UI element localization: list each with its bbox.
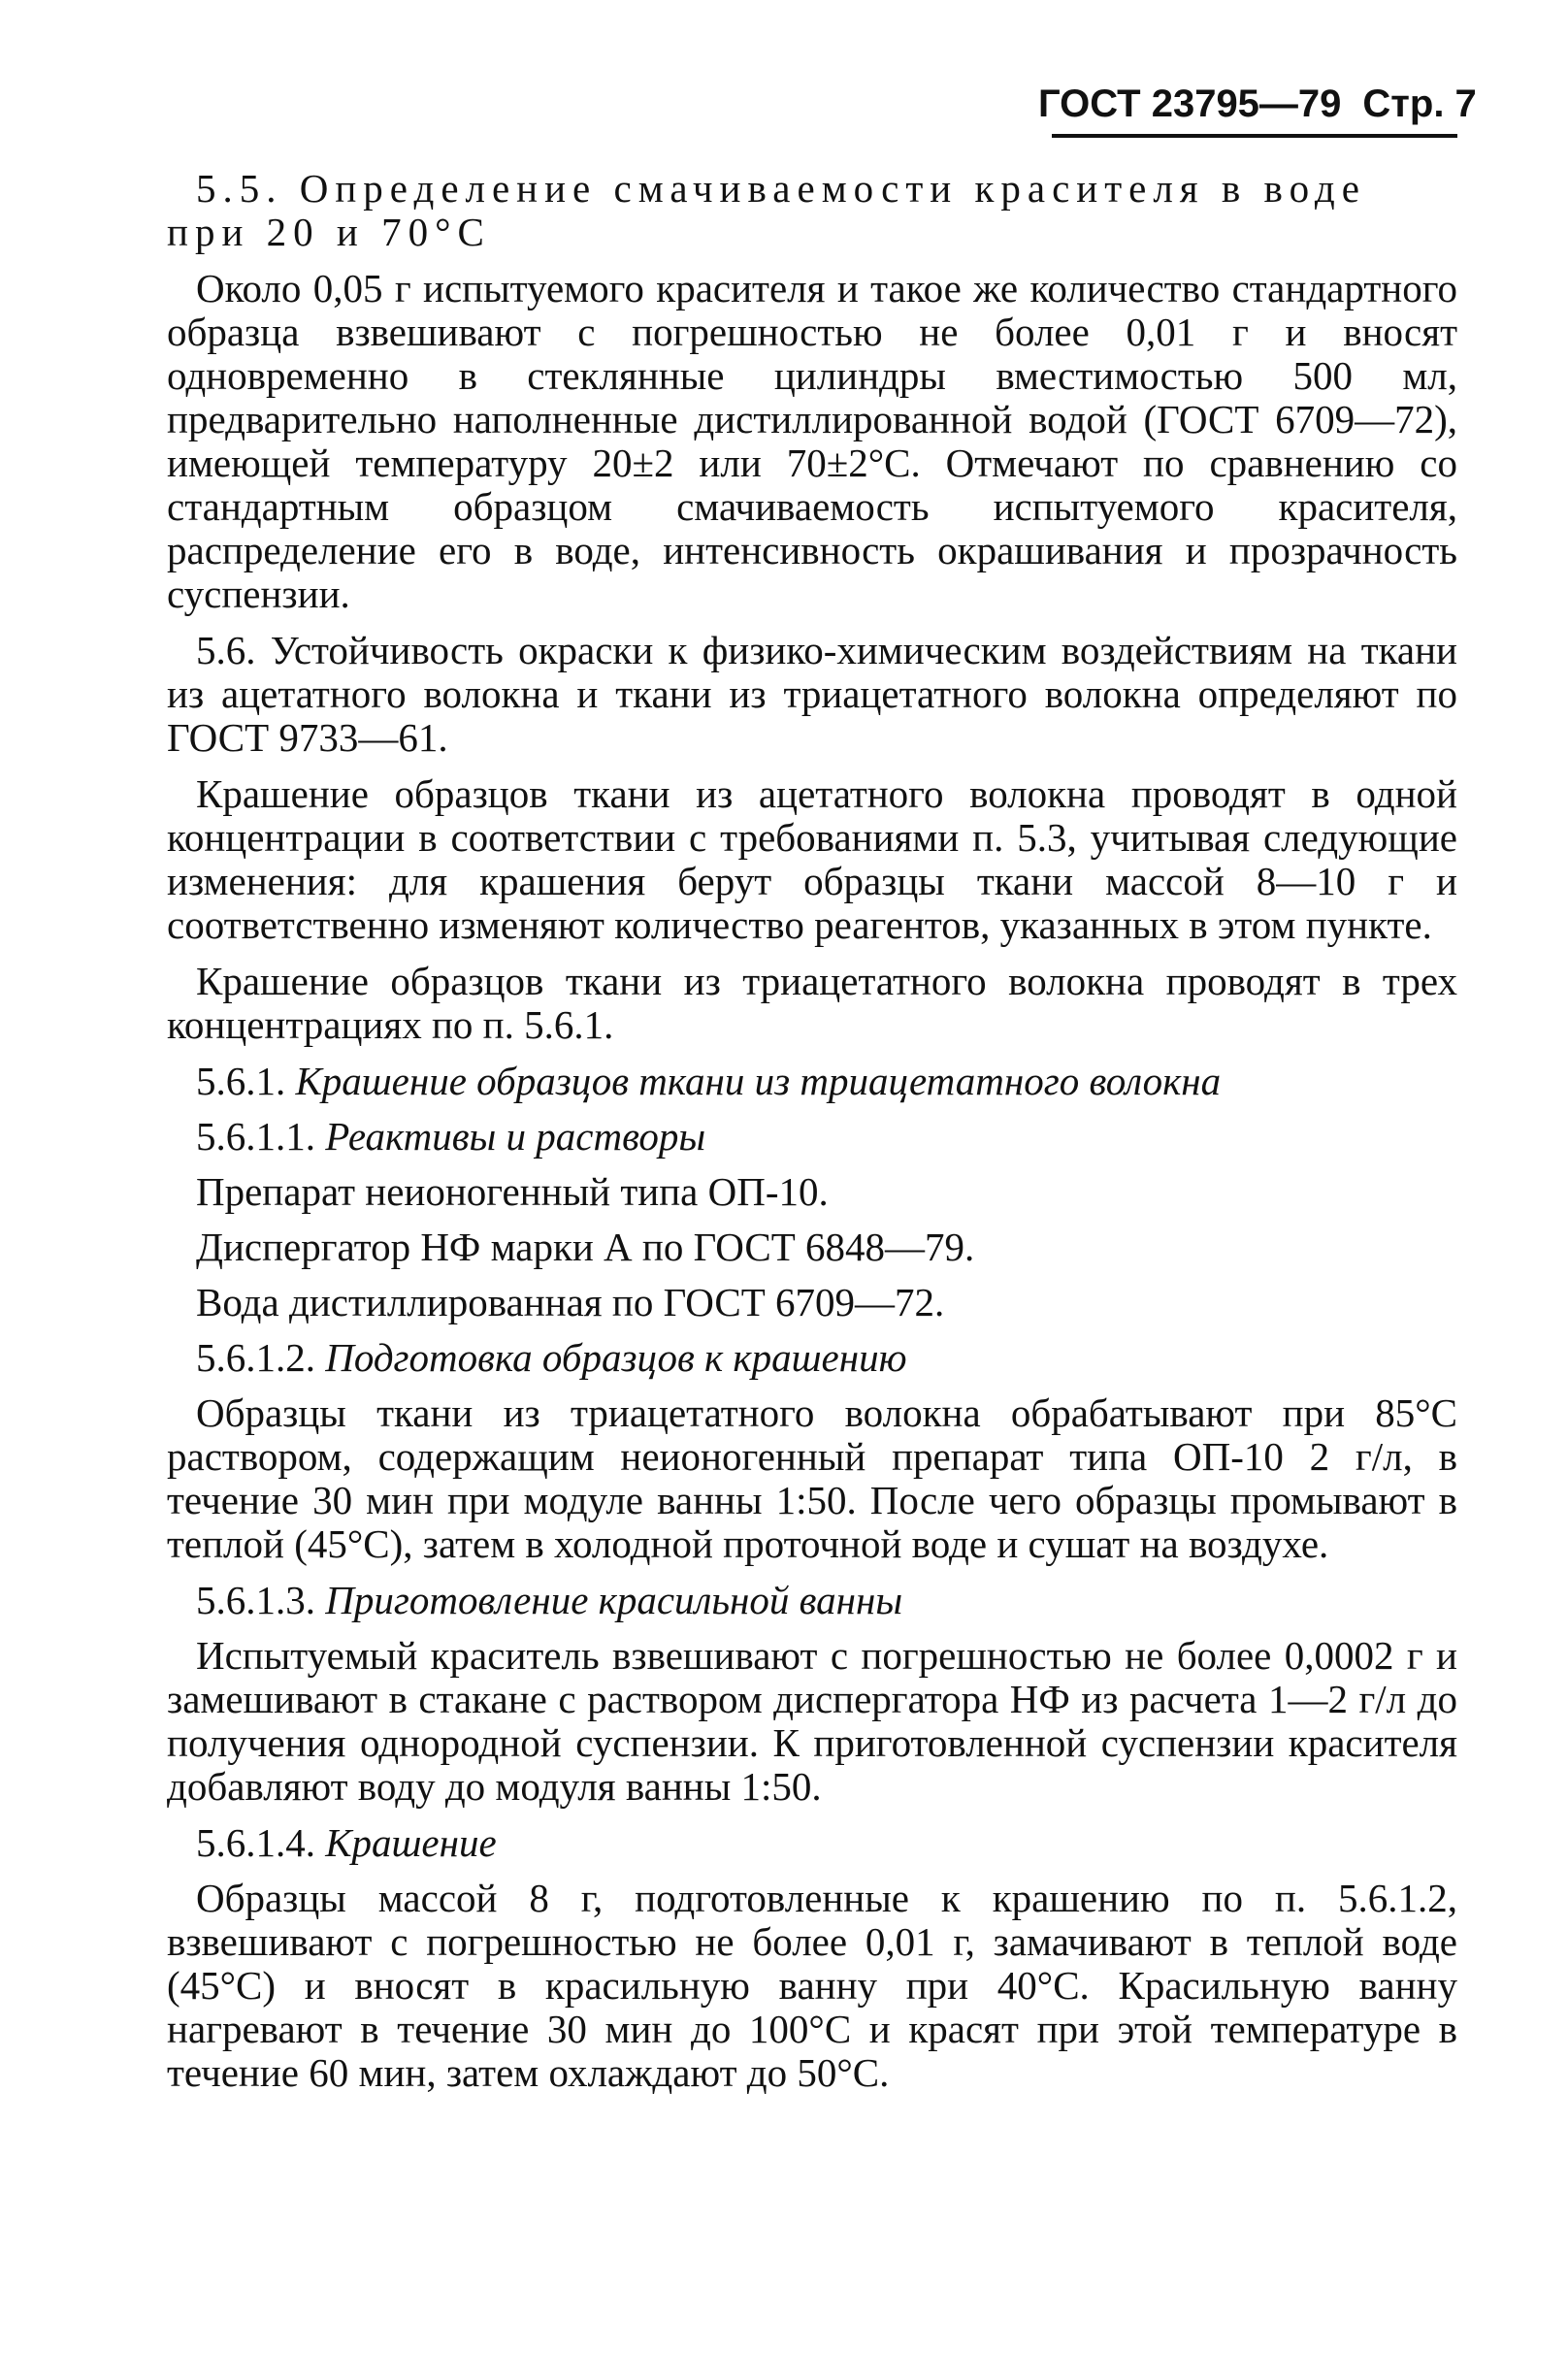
reagent-item: Вода дистиллированная по ГОСТ 6709—72. (196, 1280, 945, 1324)
section-5-6-1-2-heading (167, 1336, 1457, 1380)
section-5-5-title: 5.5. Определение смачиваемости красителя в воде при 20 и 70°С (167, 166, 1366, 254)
reagent-item: Диспергатор НФ марки А по ГОСТ 6848—79. (196, 1225, 975, 1269)
document-id: ГОСТ 23795—79 (1038, 82, 1342, 125)
section-5-6-1-heading (167, 1060, 1457, 1103)
section-5-6-1-3-heading (167, 1579, 1457, 1622)
section-5-5-body: Около 0,05 г испытуемого красителя и такое же количество стандартного образца взвешивают с погрешностью не более 0,01 г и вносят одновременно в стеклянные цилиндры вместимостью 500 мл, предварительно наполненные дистиллированной водой (ГОСТ 6709—72), имеющей температуру 20±2 или 70±2°С. Отмечают по сравнению со стандартным образцом смачиваемость испытуемого красителя, распределение его в воде, интенсивность окрашивания и прозрачность суспензии. (167, 266, 1457, 616)
document-body (167, 167, 1457, 2108)
header-rule (1052, 134, 1457, 138)
section-5-6-acetate: Крашение образцов ткани из ацетатного волокна проводят в одной концентрации в соответствии с требованиями п. 5.3, учитывая следующие изменения: для крашения берут образцы ткани массой 8—10 г и соответственно изменяют количество реагентов, указанных в этом пункте. (167, 771, 1457, 947)
section-5-6: 5.6. Устойчивость окраски к физико-химическим воздействиям на ткани из ацетатного волокна и ткани из триацетатного волокна определяют по ГОСТ 9733—61. (167, 628, 1457, 760)
section-5-6-1-4-heading (167, 1821, 1457, 1865)
section-5-6-1-1-heading (167, 1115, 1457, 1159)
section-number: 5.6.1.1. (196, 1114, 315, 1159)
section-number: 5.6.1. (196, 1059, 286, 1103)
page-number: Стр. 7 (1362, 82, 1477, 125)
section-title: Крашение образцов ткани из триацетатного волокна (295, 1059, 1222, 1103)
section-5-6-1-2-body: Образцы ткани из триацетатного волокна обрабатывают при 85°С раствором, содержащим неионогенный препарат типа ОП-10 2 г/л, в течение 30 мин при модуле ванны 1:50. После чего образцы промывают в теплой (45°С), затем в холодной проточной воде и сушат на воздухе. (167, 1390, 1457, 1566)
reagent-item: Препарат неионогенный типа ОП-10. (196, 1169, 829, 1214)
page-header (1038, 80, 1477, 128)
section-number: 5.6.1.2. (196, 1335, 315, 1380)
section-number: 5.6.1.4. (196, 1820, 315, 1865)
section-5-6-1-3-body: Испытуемый краситель взвешивают с погрешностью не более 0,0002 г и замешивают в стакане с раствором диспергатора НФ из расчета 1—2 г/л до получения однородной суспензии. К приготовленной суспензии красителя добавляют воду до модуля ванны 1:50. (167, 1633, 1457, 1809)
section-title: Реактивы и растворы (325, 1114, 706, 1159)
section-5-6-triacetate: Крашение образцов ткани из триацетатного волокна проводят в трех концентрациях по п. 5.6.1. (167, 959, 1457, 1047)
section-5-6-1-4-body: Образцы массой 8 г, подготовленные к крашению по п. 5.6.1.2, взвешивают с погрешностью не более 0,01 г, замачивают в теплой воде (45°С) и вносят в красильную ванну при 40°С. Красильную ванну нагревают в течение 30 мин до 100°С и красят при этой температуре в течение 60 мин, затем охлаждают до 50°С. (167, 1876, 1457, 2095)
section-title: Крашение (325, 1820, 497, 1865)
section-title: Приготовление красильной ванны (325, 1578, 903, 1622)
section-number: 5.6.1.3. (196, 1578, 315, 1622)
section-title: Подготовка образцов к крашению (325, 1335, 907, 1380)
